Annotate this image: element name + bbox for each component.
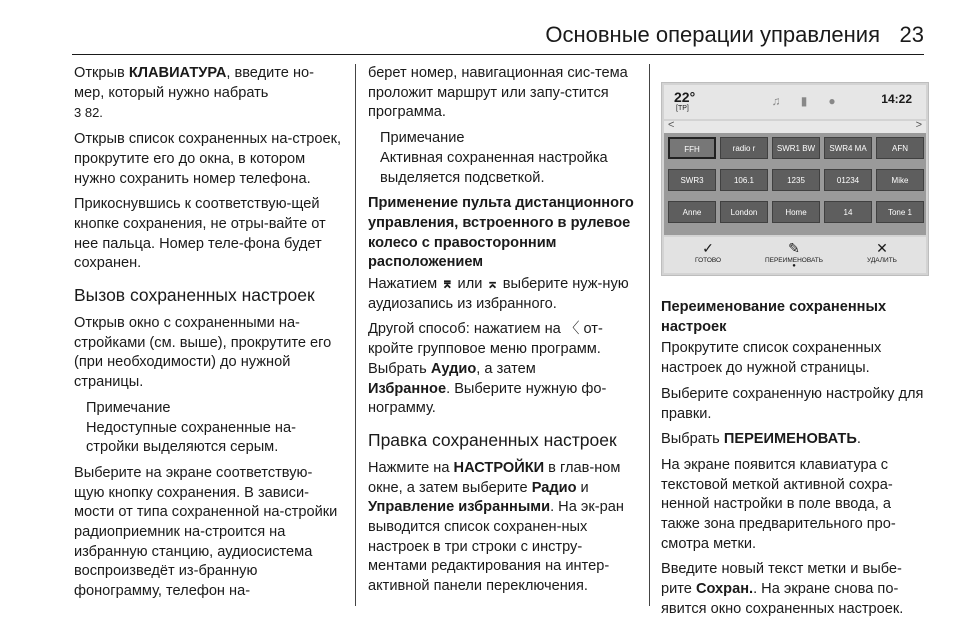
column-divider [649, 64, 650, 606]
done-button[interactable] [668, 239, 748, 264]
subsection-heading: Применение пульта дистанционного управления, встроенного в рулевое колесо с правосторонним расположением [368, 195, 634, 271]
paragraph: Открыв окно с сохраненными на-стройками (см. выше), прокрутите его (при необходимости) до нужной страницы. [74, 315, 332, 391]
action-bar [664, 237, 926, 273]
preset-button[interactable]: London [720, 201, 768, 223]
paragraph: Выберите на экране соответствую-щую кнопку сохранения. В зависи-мости от типа сохраненной на-стройки радиоприемник на-строится на избранную станцию, аудиосистема воспроизведёт из-бранную фонограмму, телефон на- [74, 464, 338, 600]
preset-button[interactable]: Tone 1 [876, 201, 924, 223]
preset-button[interactable]: 01234 [824, 169, 872, 191]
preset-button[interactable]: Home [772, 201, 820, 223]
column-2 [368, 64, 636, 603]
paragraph: берет номер, навигационная сис-тема проложит маршрут или запу-стится программа. [368, 65, 628, 121]
page-number: 23 [899, 22, 924, 47]
preset-button[interactable]: 14 [824, 201, 872, 223]
note-text: Активная сохраненная настройка выделяется подсветкой. [380, 149, 608, 186]
keyword: Аудио [430, 360, 477, 377]
note-title: Примечание [380, 130, 465, 147]
column-3 [661, 294, 929, 626]
down-arrow-icon: ⌅ [486, 276, 499, 293]
preset-button[interactable]: radio r [720, 137, 768, 159]
keyword: ПЕРЕИМЕНОВАТЬ [723, 431, 857, 448]
preset-button[interactable]: Mike [876, 169, 924, 191]
section-heading: Правка сохраненных настроек [368, 429, 617, 450]
preset-button[interactable]: FFH [668, 137, 716, 159]
keyword: КЛАВИАТУРА [128, 65, 227, 81]
paragraph: Нажмите на НАСТРОЙКИ в глав-ном окне, а затем выберите Радио и Управление избранными. На эк-ран выводится список сохранен-ных настроек в три строки с инстру-ментами редактирования на интер-активной панели переключения. [368, 459, 624, 595]
keyword: Радио [531, 479, 577, 496]
up-arrow-icon: ⌆ [441, 276, 454, 293]
paragraph: Введите новый текст метки и выбе-рите Сохран.. На экране снова по-явится окно сохраненных настроек. [661, 561, 904, 617]
display-frame [661, 82, 929, 276]
page-nav [664, 121, 926, 133]
preset-button[interactable]: SWR1 BW [772, 137, 820, 159]
favourites-screen-illustration [661, 64, 929, 276]
paragraph: Нажатием ⌆ или ⌅ выберите нуж-ную аудиозапись из избранного. [368, 276, 629, 312]
close-icon: ✕ [876, 240, 888, 256]
preset-button[interactable]: 1235 [772, 169, 820, 191]
status-bar [664, 85, 926, 119]
next-page-button[interactable]: > [915, 119, 922, 131]
info-icon: ● [828, 94, 836, 108]
tp-indicator: [TP] [676, 105, 689, 112]
keyword: Сохран. [695, 581, 754, 598]
phone-icon: ▮ [800, 94, 808, 108]
preset-button[interactable]: Anne [668, 201, 716, 223]
keyword: Управление избранными [368, 499, 551, 516]
paragraph: Другой способ: нажатием на 〈 от-кройте групповое меню программ. Выбрать Аудио, а затем Избранное. Выберите нужную фо-нограмму. [368, 321, 607, 417]
page-reference: 3 82. [74, 105, 103, 121]
keyword: НАСТРОЙКИ [453, 459, 545, 476]
delete-button[interactable] [842, 239, 922, 264]
rename-label: ПЕРЕИМЕНОВАТЬ [764, 257, 824, 264]
keyword: Избранное [368, 380, 447, 397]
column-divider [355, 64, 356, 606]
preset-button[interactable]: SWR4 MA [824, 137, 872, 159]
paragraph: Выберите сохраненную настройку для правки. [661, 385, 924, 422]
preset-button[interactable]: 106.1 [720, 169, 768, 191]
preset-button[interactable]: SWR3 [668, 169, 716, 191]
page-header [0, 0, 960, 58]
checkmark-icon: ✓ [702, 240, 714, 256]
paragraph: Открыв список сохраненных на-строек, прокрутите его до окна, в котором нужно сохранить номер телефона. [74, 131, 342, 187]
delete-label: УДАЛИТЬ [867, 257, 897, 264]
paragraph: Открыв КЛАВИАТУРА, введите но-мер, который нужно набрать 3 82. [74, 65, 314, 121]
column-1 [74, 64, 342, 608]
note [86, 399, 342, 458]
section-heading: Вызов сохраненных настроек [74, 285, 315, 306]
note-text: Недоступные сохраненные на-стройки выделяются серым. [86, 419, 296, 456]
temperature: 22° [674, 89, 696, 105]
paragraph: Выбрать ПЕРЕИМЕНОВАТЬ. [661, 431, 861, 448]
subsection-heading: Переименование сохраненных настроек [661, 299, 887, 335]
note-title: Примечание [86, 399, 171, 416]
clock: 14:22 [881, 92, 912, 106]
music-note-icon: ♫ [771, 94, 781, 108]
selection-dot-icon: ● [792, 263, 796, 269]
done-label: ГОТОВО [694, 257, 722, 264]
paragraph: Прокрутите список сохраненных настроек до нужной страницы. [661, 340, 882, 377]
paragraph: На экране появится клавиатура с текстовой меткой активной сохра-ненной настройки в поле ввода, а также зона предварительного про-смотра метки. [661, 456, 896, 552]
header-divider [72, 54, 924, 55]
page-title: Основные операции управления [545, 22, 880, 47]
pencil-icon: ✎ [788, 240, 800, 256]
rename-button[interactable] [754, 239, 834, 269]
paragraph: Прикоснувшись к соответствую-щей кнопке сохранения, не отры-вайте от нее пальца. Номер теле-фона будет сохранен. [74, 196, 326, 272]
back-chevron-icon: 〈 [564, 321, 580, 338]
preset-button[interactable]: AFN [876, 137, 924, 159]
note [380, 129, 636, 188]
prev-page-button[interactable]: < [668, 119, 675, 131]
